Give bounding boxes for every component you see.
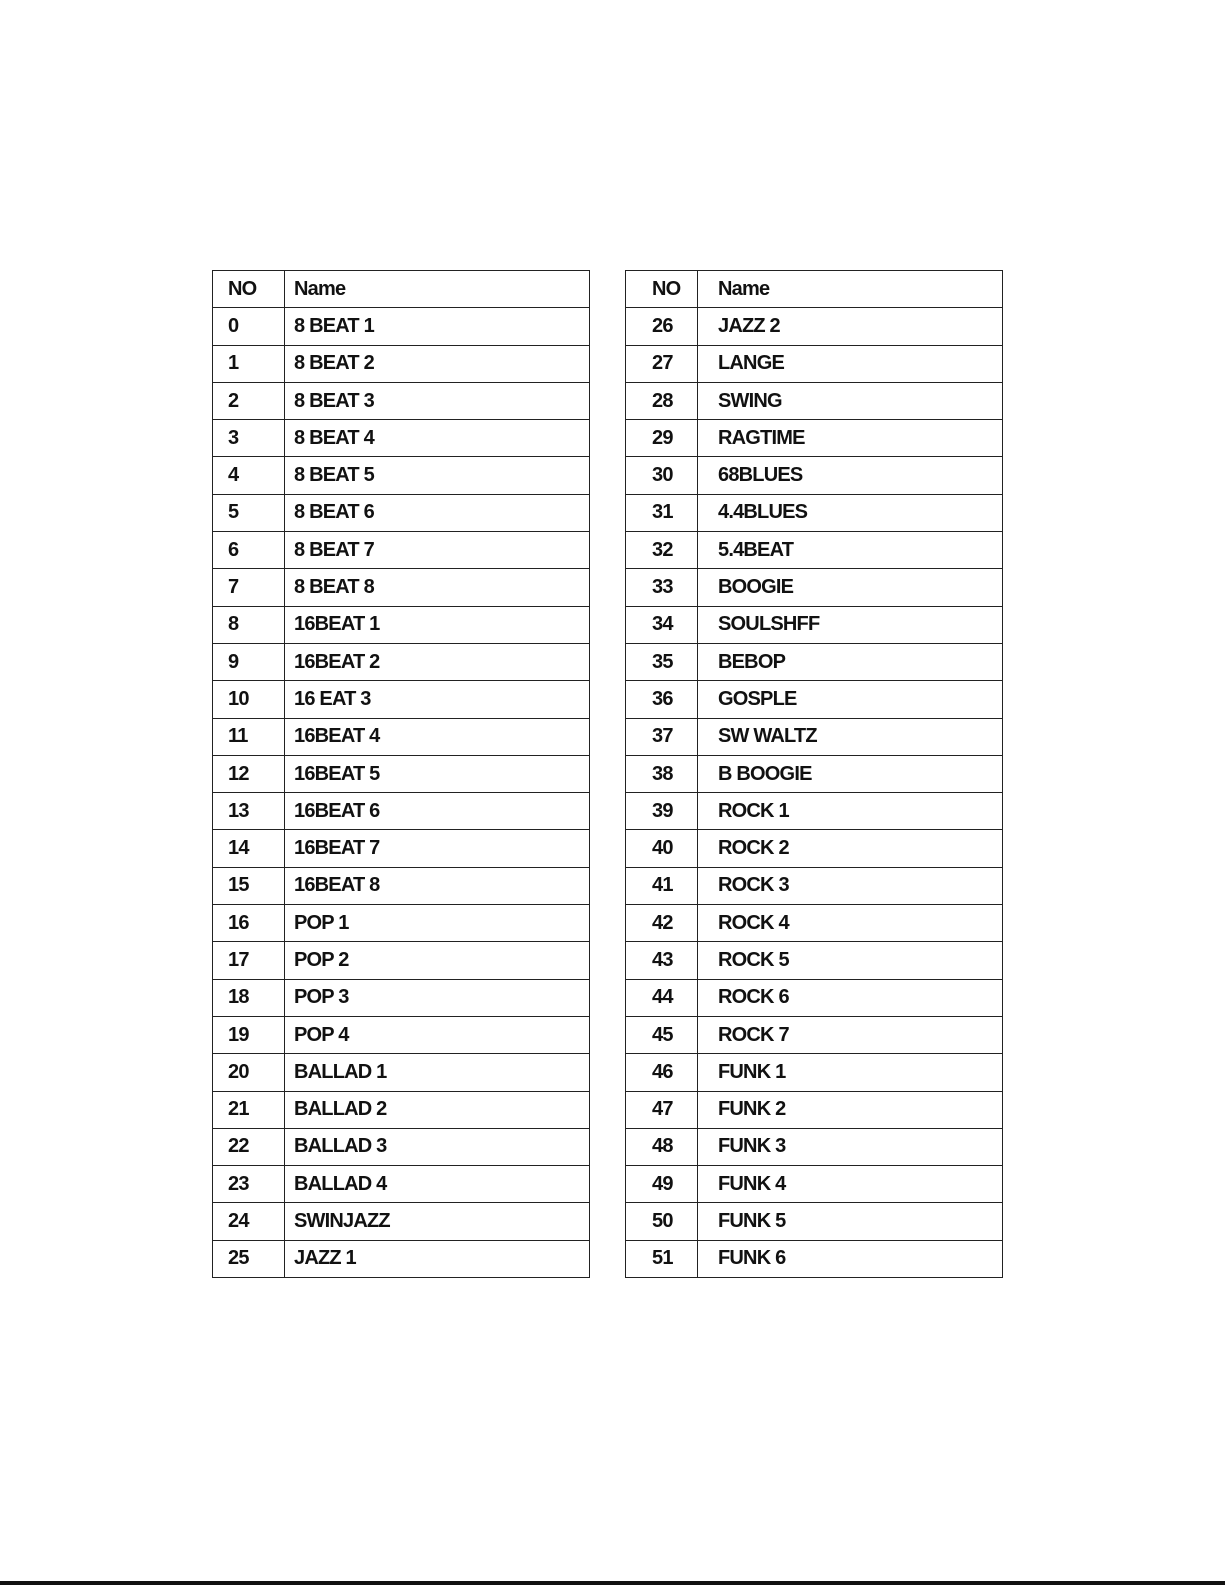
style-name-cell: 8 BEAT 8 [285,569,590,606]
style-name-cell: POP 3 [285,979,590,1016]
table-row [626,606,1003,643]
style-name-cell: ROCK 4 [698,905,1003,942]
style-name-cell: 8 BEAT 7 [285,532,590,569]
style-name-cell: SWING [698,382,1003,419]
style-name-cell: 8 BEAT 4 [285,420,590,457]
table-row [213,532,590,569]
table-row [626,905,1003,942]
table-row [626,382,1003,419]
table-row [626,867,1003,904]
style-name-cell: GOSPLE [698,681,1003,718]
table-row [626,308,1003,345]
table-row [626,420,1003,457]
table-row [213,905,590,942]
style-name-cell: 16BEAT 4 [285,718,590,755]
style-name-cell: POP 4 [285,1016,590,1053]
style-number-cell: 36 [626,681,698,718]
table-row [213,1016,590,1053]
style-number-cell: 13 [213,793,285,830]
table-row [213,569,590,606]
table-row [626,1166,1003,1203]
style-name-cell: 16 EAT 3 [285,681,590,718]
style-number-cell: 44 [626,979,698,1016]
style-name-cell: ROCK 2 [698,830,1003,867]
style-name-cell: 8 BEAT 3 [285,382,590,419]
style-number-cell: 9 [213,643,285,680]
style-number-cell: 41 [626,867,698,904]
table-row [213,1054,590,1091]
style-name-cell: ROCK 6 [698,979,1003,1016]
style-name-cell: ROCK 5 [698,942,1003,979]
style-name-cell: 8 BEAT 6 [285,494,590,531]
style-number-cell: 40 [626,830,698,867]
style-number-cell: 23 [213,1166,285,1203]
style-number-cell: 14 [213,830,285,867]
table-row [213,830,590,867]
style-name-cell: LANGE [698,345,1003,382]
style-name-cell: FUNK 1 [698,1054,1003,1091]
style-number-cell: 43 [626,942,698,979]
style-number-cell: 33 [626,569,698,606]
style-number-cell: 47 [626,1091,698,1128]
style-name-cell: FUNK 3 [698,1128,1003,1165]
table-row [213,793,590,830]
style-name-cell: 68BLUES [698,457,1003,494]
style-name-cell: POP 2 [285,942,590,979]
style-number-cell: 51 [626,1240,698,1277]
column-header-no: NO [626,271,698,308]
style-number-cell: 26 [626,308,698,345]
table-row [626,979,1003,1016]
table-row [213,1128,590,1165]
style-number-cell: 12 [213,755,285,792]
style-number-cell: 37 [626,718,698,755]
style-number-cell: 50 [626,1203,698,1240]
table-row [626,793,1003,830]
style-number-cell: 10 [213,681,285,718]
table-row [626,830,1003,867]
style-number-cell: 22 [213,1128,285,1165]
style-number-cell: 49 [626,1166,698,1203]
style-number-cell: 25 [213,1240,285,1277]
style-name-cell: FUNK 6 [698,1240,1003,1277]
style-name-cell: ROCK 1 [698,793,1003,830]
table-row [213,1091,590,1128]
table-row [213,494,590,531]
style-number-cell: 46 [626,1054,698,1091]
style-number-cell: 24 [213,1203,285,1240]
style-name-cell: 5.4BEAT [698,532,1003,569]
style-number-cell: 17 [213,942,285,979]
table-row [213,867,590,904]
style-name-cell: JAZZ 2 [698,308,1003,345]
style-name-cell: BOOGIE [698,569,1003,606]
style-name-cell: FUNK 4 [698,1166,1003,1203]
style-name-cell: 16BEAT 8 [285,867,590,904]
style-table-left [212,270,590,1278]
style-name-cell: 8 BEAT 5 [285,457,590,494]
style-number-cell: 30 [626,457,698,494]
table-row [626,681,1003,718]
style-number-cell: 38 [626,755,698,792]
style-number-cell: 32 [626,532,698,569]
style-name-cell: SWINJAZZ [285,1203,590,1240]
style-name-cell: BALLAD 2 [285,1091,590,1128]
table-row [626,532,1003,569]
table-row [626,569,1003,606]
style-name-cell: 16BEAT 6 [285,793,590,830]
style-number-cell: 2 [213,382,285,419]
style-name-cell: 8 BEAT 2 [285,345,590,382]
style-number-cell: 27 [626,345,698,382]
style-number-cell: 39 [626,793,698,830]
table-row [213,1166,590,1203]
table-row [626,1016,1003,1053]
column-header-name: Name [285,271,590,308]
table-row [213,345,590,382]
table-header-row [213,271,590,308]
table-row [626,345,1003,382]
style-number-cell: 3 [213,420,285,457]
style-name-cell: BALLAD 1 [285,1054,590,1091]
style-number-cell: 18 [213,979,285,1016]
table-row [626,942,1003,979]
table-row [213,382,590,419]
table-row [626,494,1003,531]
table-row [626,1128,1003,1165]
table-header-row [626,271,1003,308]
style-number-cell: 45 [626,1016,698,1053]
table-row [213,1240,590,1277]
style-number-cell: 15 [213,867,285,904]
style-number-cell: 35 [626,643,698,680]
style-number-cell: 20 [213,1054,285,1091]
table-row [213,420,590,457]
style-number-cell: 6 [213,532,285,569]
style-name-cell: POP 1 [285,905,590,942]
column-header-no: NO [213,271,285,308]
style-name-cell: JAZZ 1 [285,1240,590,1277]
style-name-cell: FUNK 2 [698,1091,1003,1128]
style-number-cell: 0 [213,308,285,345]
style-name-cell: ROCK 7 [698,1016,1003,1053]
style-number-cell: 11 [213,718,285,755]
style-number-cell: 31 [626,494,698,531]
bottom-edge-rule [0,1581,1225,1585]
table-row [626,643,1003,680]
table-row [213,606,590,643]
style-name-cell: 4.4BLUES [698,494,1003,531]
style-number-cell: 42 [626,905,698,942]
table-row [213,979,590,1016]
table-row [213,1203,590,1240]
table-row [626,457,1003,494]
style-name-cell: 16BEAT 7 [285,830,590,867]
style-name-cell: B BOOGIE [698,755,1003,792]
style-name-cell: 8 BEAT 1 [285,308,590,345]
table-row [626,1091,1003,1128]
style-number-cell: 29 [626,420,698,457]
table-row [213,681,590,718]
table-row [626,1203,1003,1240]
style-name-cell: FUNK 5 [698,1203,1003,1240]
style-number-cell: 34 [626,606,698,643]
style-table-right [625,270,1003,1278]
table-row [213,942,590,979]
style-name-cell: SOULSHFF [698,606,1003,643]
table-row [213,755,590,792]
table-row [626,1240,1003,1277]
style-name-cell: RAGTIME [698,420,1003,457]
table-row [626,1054,1003,1091]
style-name-cell: SW WALTZ [698,718,1003,755]
table-row [626,718,1003,755]
table-row [213,643,590,680]
style-number-cell: 21 [213,1091,285,1128]
style-name-cell: 16BEAT 5 [285,755,590,792]
style-number-cell: 8 [213,606,285,643]
table-row [213,718,590,755]
table-row [626,755,1003,792]
style-number-cell: 16 [213,905,285,942]
column-header-name: Name [698,271,1003,308]
style-number-cell: 48 [626,1128,698,1165]
style-number-cell: 19 [213,1016,285,1053]
style-name-cell: ROCK 3 [698,867,1003,904]
style-number-cell: 28 [626,382,698,419]
style-number-cell: 4 [213,457,285,494]
table-row [213,457,590,494]
table-row [213,308,590,345]
style-name-cell: BALLAD 3 [285,1128,590,1165]
style-name-cell: BALLAD 4 [285,1166,590,1203]
style-number-cell: 7 [213,569,285,606]
style-name-cell: 16BEAT 1 [285,606,590,643]
style-number-cell: 1 [213,345,285,382]
style-name-cell: BEBOP [698,643,1003,680]
style-name-cell: 16BEAT 2 [285,643,590,680]
style-number-cell: 5 [213,494,285,531]
